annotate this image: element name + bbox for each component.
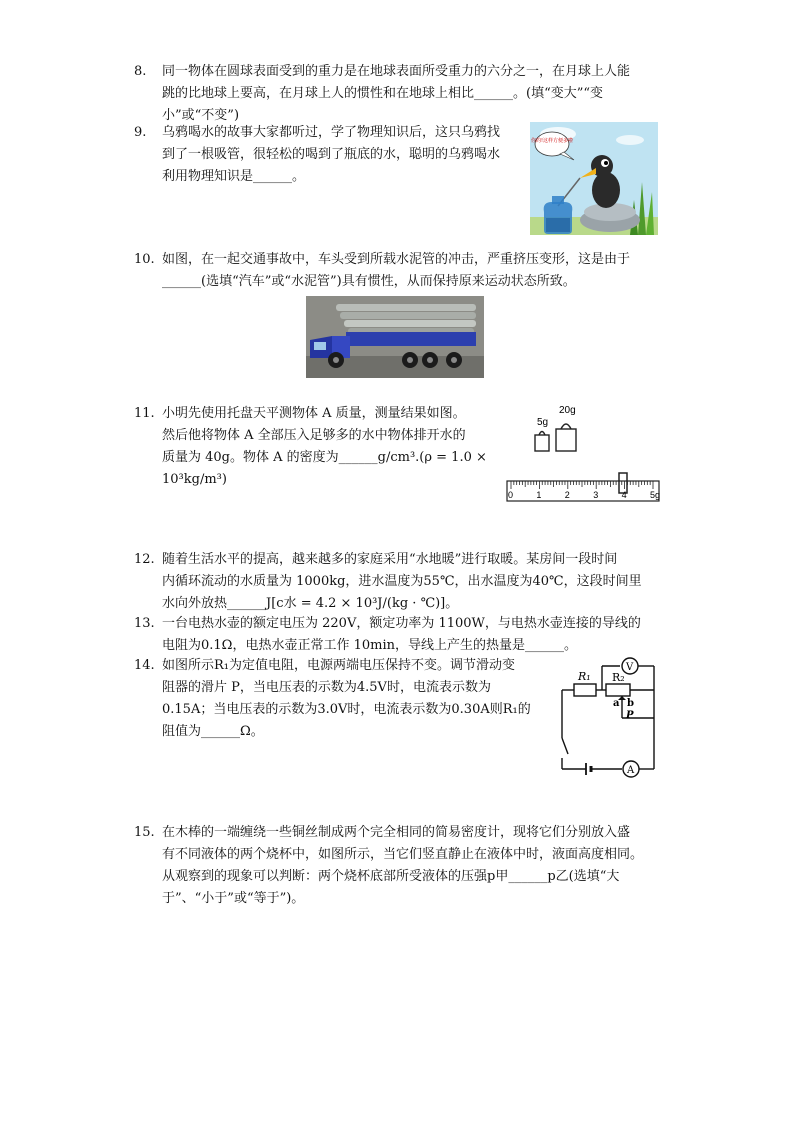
question-number: 9. [134, 125, 147, 140]
slider-p-label: P [626, 710, 634, 721]
ammeter-label: A [627, 765, 635, 776]
question-number: 15. [134, 825, 155, 840]
ruler-label: 3 [593, 490, 599, 500]
question-number: 11. [134, 406, 155, 421]
truck-accident-photo [306, 296, 484, 378]
ruler-label: 4 [621, 490, 627, 500]
question-text: 阻器的滑片 P，当电压表的示数为4.5V时，电流表示数为 [162, 680, 491, 695]
question-text: 内循环流动的水质量为 1000kg，进水温度为55℃，出水温度为40℃，这段时间里 [162, 574, 642, 589]
question-number: 14. [134, 658, 155, 673]
r1-label: R₁ [578, 670, 591, 683]
balance-weights-figure [499, 401, 667, 505]
question-text: 质量为 40g。物体 A 的密度为______g/cm³.(ρ = 1.0 × [162, 450, 487, 465]
circuit-diagram [546, 654, 662, 782]
question-number: 10. [134, 252, 155, 267]
small-weight-label: 5g [537, 417, 549, 428]
question-text: 如图所示R₁为定值电阻，电源两端电压保持不变。调节滑动变 [162, 658, 515, 673]
ruler-label: 2 [564, 490, 570, 500]
question-text: 一台电热水壶的额定电压为 220V，额定功率为 1100W，与电热水壶连接的导线的 [162, 616, 641, 631]
question-text: 跳的比地球上要高，在月球上人的惯性和在地球上相比______。(填“变大”“变 [162, 86, 604, 101]
question-text: 小明先使用托盘天平测物体 A 质量，测量结果如图。 [162, 406, 466, 421]
question-text: 随着生活水平的提高，越来越多的家庭采用“水地暖”进行取暖。某房间一段时间 [162, 552, 618, 567]
question-text: 在木棒的一端缠绕一些铜丝制成两个完全相同的简易密度计，现将它们分别放入盛 [162, 825, 631, 840]
large-weight-label: 20g [559, 405, 576, 416]
question-text: 利用物理知识是______。 [162, 169, 306, 184]
question-text: 然后他将物体 A 全部压入足够多的水中物体排开水的 [162, 428, 466, 443]
question-text: 到了一根吸管，很轻松的喝到了瓶底的水，聪明的乌鸦喝水 [162, 147, 501, 162]
question-text: 0.15A；当电压表的示数为3.0V时，电流表示数为0.30A则R₁的 [162, 702, 531, 717]
ruler-label: 5g [650, 490, 661, 500]
ruler-label: 1 [536, 490, 542, 500]
question-text: 电阻为0.1Ω，电热水壶正常工作 10min，导线上产生的热量是______。 [162, 638, 577, 653]
question-text: 有不同液体的两个烧杯中，如图所示，当它们竖直静止在液体中时，液面高度相同。 [162, 847, 644, 862]
ruler-label: 0 [508, 490, 514, 500]
question-text: 10³kg/m³) [162, 472, 227, 487]
question-text: 如图，在一起交通事故中，车头受到所载水泥管的冲击，严重挤压变形，这是由于 [162, 252, 631, 267]
question-number: 12. [134, 552, 155, 567]
question-text: 小”或“不变”) [162, 108, 240, 123]
terminal-b-label: b [627, 698, 634, 709]
question-text: ______(选填“汽车”或“水泥管”)具有惯性，从而保持原来运动状态所致。 [162, 274, 576, 289]
question-text: 于”、“小于”或“等于”)。 [162, 891, 305, 906]
question-text: 水向外放热______J[c水 = 4.2 × 10³J/(kg · ℃)]。 [162, 596, 459, 611]
crow-drinking-illustration [530, 122, 658, 235]
question-text: 同一物体在圆球表面受到的重力是在地球表面所受重力的六分之一，在月球上人能 [162, 64, 631, 79]
question-text: 从观察到的现象可以判断：两个烧杯底部所受液体的压强p甲______p乙(选填“大 [162, 869, 620, 884]
question-number: 8. [134, 64, 147, 79]
r2-label: R₂ [612, 671, 625, 684]
terminal-a-label: a [613, 698, 620, 709]
speech-bubble-text: 你的!这样方便多啦 [530, 138, 574, 144]
question-text: 乌鸦喝水的故事大家都听过，学了物理知识后，这只乌鸦找 [162, 125, 501, 140]
question-text: 阻值为______Ω。 [162, 724, 264, 739]
question-number: 13. [134, 616, 155, 631]
voltmeter-label: V [626, 662, 634, 673]
